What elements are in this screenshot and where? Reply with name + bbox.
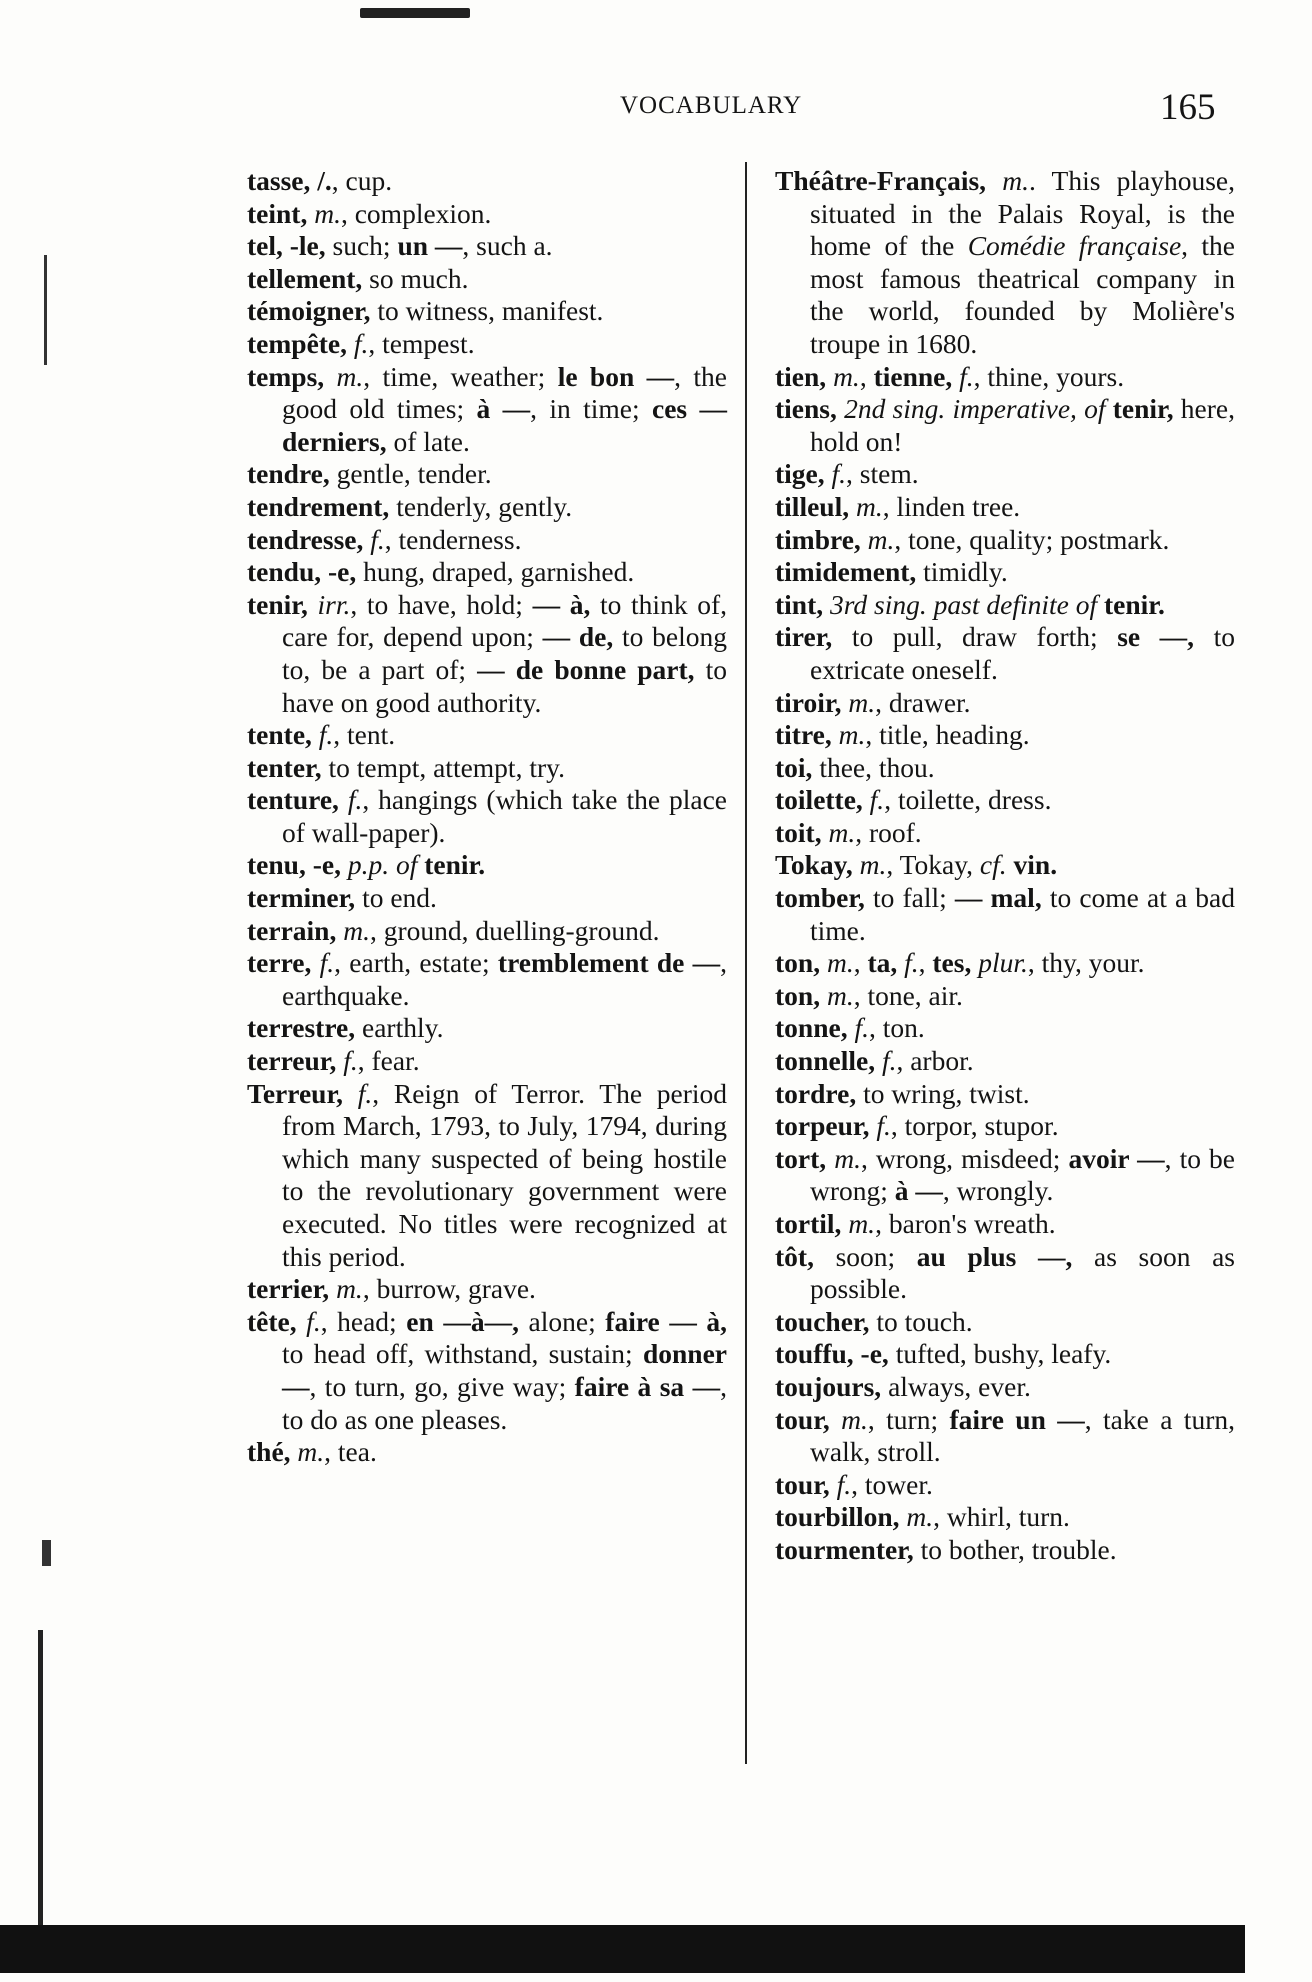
entry-headword: tendu, -e, (247, 556, 357, 588)
entry-headword: temps, (247, 360, 325, 392)
vocabulary-entry (247, 882, 727, 915)
entry-definition: , thy, your. (1027, 947, 1145, 979)
running-head: VOCABULARY (620, 92, 803, 119)
entry-definition: , tone, quality; postmark. (894, 523, 1170, 555)
entry-grammar-note: 3rd sing. past definite of (823, 588, 1098, 620)
entry-definition: , to be wrong; (810, 1142, 1235, 1207)
entry-definition: to fall; (864, 882, 955, 914)
entry-grammar-note: m. (899, 1501, 934, 1533)
vocabulary-entry (247, 1436, 727, 1469)
entry-definition: here, hold on! (810, 393, 1235, 457)
scan-artifact-top (360, 8, 470, 18)
vocabulary-entry (247, 1306, 727, 1436)
entry-definition: earthly. (355, 1012, 444, 1044)
entry-grammar-note: m. (324, 360, 364, 392)
entry-definition: , complexion. (340, 197, 492, 229)
entry-headword: tente, (247, 719, 312, 751)
entry-headword: — de bonne part, (477, 653, 695, 685)
entry-headword: tort, (775, 1142, 827, 1174)
vocabulary-entry (775, 524, 1235, 557)
entry-headword: tonne, (775, 1012, 848, 1044)
entry-definition: to head off, withstand, sustain; (282, 1338, 643, 1370)
entry-headword: ta, (867, 947, 898, 979)
entry-definition: to bother, trouble. (913, 1533, 1117, 1565)
entry-headword: tel, -le, (247, 230, 326, 262)
entry-headword: — mal, (954, 882, 1042, 914)
page-bottom-shadow (0, 1925, 1245, 1973)
column-divider (745, 162, 747, 1764)
entry-definition: , (859, 360, 874, 392)
entry-definition: to extricate oneself. (810, 621, 1235, 685)
entry-grammar-note: f. (824, 458, 847, 490)
entry-grammar-note: f. (847, 1012, 869, 1044)
entry-headword: timidement, (775, 556, 917, 588)
vocabulary-entry (775, 1501, 1235, 1534)
vocabulary-entry (247, 752, 727, 785)
vocabulary-entry (247, 198, 727, 231)
entry-headword: tenir, (1105, 393, 1174, 425)
entry-definition: , to turn, go, give way; (309, 1370, 575, 1402)
entry-headword: tempête, (247, 327, 348, 359)
entry-grammar-note: plur. (971, 947, 1028, 979)
vocabulary-entry (247, 849, 727, 882)
entry-grammar-note: f. (952, 360, 974, 392)
vocabulary-entry (775, 719, 1235, 752)
vocabulary-entry (247, 1078, 727, 1274)
entry-grammar-note: m. (336, 914, 370, 946)
entry-headword: tourmenter, (775, 1533, 914, 1565)
entry-headword: Tokay, (775, 849, 853, 881)
entry-headword: donner — (282, 1338, 727, 1402)
entry-definition: , the good old times; (282, 360, 727, 425)
entry-headword: tige, (775, 458, 825, 490)
entry-headword: tôt, (775, 1240, 814, 1272)
entry-definition: , earthquake. (282, 947, 728, 1011)
entry-definition: to touch. (869, 1305, 973, 1337)
entry-grammar-note: f. (336, 1045, 358, 1077)
vocabulary-entry (247, 458, 727, 491)
entry-headword: toit, (775, 816, 822, 848)
entry-grammar-note: m. (820, 947, 854, 979)
entry-definition: , tea. (324, 1436, 377, 1468)
vocabulary-entry (247, 165, 727, 198)
entry-definition: , whirl, turn. (933, 1501, 1070, 1533)
entry-definition: , tower. (851, 1468, 933, 1500)
entry-definition: of late. (386, 425, 470, 457)
entry-definition: , stem. (846, 458, 919, 490)
vocabulary-entry (247, 491, 727, 524)
entry-definition: soon; (813, 1240, 917, 1272)
vocabulary-entry (775, 589, 1235, 622)
vocabulary-entry (247, 1273, 727, 1306)
entry-grammar-note: m. (290, 1436, 325, 1468)
vocabulary-entry (775, 1241, 1235, 1306)
vocabulary-entry (247, 230, 727, 263)
vocabulary-entry (775, 1078, 1235, 1111)
vocabulary-entry (775, 1371, 1235, 1404)
entry-definition: , toilette, dress. (884, 784, 1052, 816)
entry-grammar-note: irr. (307, 588, 351, 620)
entry-headword: tellement, (247, 262, 363, 294)
entry-definition: , title, heading. (865, 719, 1030, 751)
entry-headword: toujours, (775, 1370, 882, 1402)
vocabulary-entry (775, 752, 1235, 785)
vocabulary-entry (775, 849, 1235, 882)
vocabulary-entry (775, 784, 1235, 817)
entry-grammar-note: f. (338, 784, 363, 816)
vocabulary-entry (775, 1110, 1235, 1143)
entry-headword: avoir — (1068, 1142, 1165, 1174)
vocabulary-entry (247, 589, 727, 719)
entry-headword: toi, (775, 751, 813, 783)
entry-headword: vin. (1006, 849, 1058, 881)
entry-definition: such; (325, 230, 398, 262)
vocabulary-entry (775, 687, 1235, 720)
vocabulary-entry (247, 328, 727, 361)
entry-headword: tenir. (417, 849, 486, 881)
entry-headword: tomber, (775, 882, 865, 914)
entry-definition: , in time; (530, 393, 652, 425)
entry-definition: , drawer. (875, 686, 971, 718)
entry-grammar-note: m. (852, 849, 887, 881)
margin-mark (42, 1540, 51, 1566)
entry-headword: un — (397, 230, 463, 262)
entry-headword: ton, (775, 947, 821, 979)
page-edge-mark (38, 1630, 43, 1930)
entry-headword: se —, (1117, 621, 1195, 653)
entry-definition: hung, draped, garnished. (356, 556, 635, 588)
vocabulary-entry (775, 1306, 1235, 1339)
vocabulary-entry (775, 621, 1235, 686)
vocabulary-entry (775, 361, 1235, 394)
entry-headword: tenir, (247, 588, 308, 620)
vocabulary-entry (247, 556, 727, 589)
entry-definition: . This playhouse, situated in the Palais Royal, is the home of the (810, 165, 1235, 262)
entry-definition: , earth, estate; (334, 947, 498, 979)
entry-definition: so much. (362, 262, 469, 294)
entry-headword: tremblement de — (497, 947, 721, 979)
entry-headword: faire — à, (605, 1305, 728, 1337)
vocabulary-entry (247, 947, 727, 1012)
page-number: 165 (1160, 87, 1216, 128)
vocabulary-entry (247, 1045, 727, 1078)
vocabulary-entry (247, 295, 727, 328)
entry-definition: , thine, yours. (973, 360, 1125, 392)
vocabulary-entry (247, 719, 727, 752)
entry-headword: tirer, (775, 621, 833, 653)
entry-headword: terminer, (247, 882, 356, 914)
page-header (0, 87, 1312, 132)
entry-definition: tufted, bushy, leafy. (888, 1338, 1112, 1370)
entry-grammar-note: m. (860, 523, 895, 555)
entry-headword: tourbillon, (775, 1501, 900, 1533)
vocabulary-entry (775, 817, 1235, 850)
entry-headword: tien, (775, 360, 827, 392)
entry-definition: , ton. (868, 1012, 925, 1044)
entry-definition: as soon as possible. (810, 1240, 1235, 1305)
vocabulary-entry (775, 458, 1235, 491)
vocabulary-entry (775, 1208, 1235, 1241)
entry-definition: , linden tree. (882, 490, 1021, 522)
entry-headword: tendre, (247, 458, 330, 490)
vocabulary-entry (775, 1143, 1235, 1208)
entry-headword: tendresse, (247, 523, 364, 555)
entry-grammar-note: f. (363, 523, 385, 555)
entry-definition: , Reign of Terror. The period from March, 1793, to July, 1794, during which many suspected of being hostile to the revolutionary government were executed. No titles were recognized at this period. (282, 1077, 728, 1272)
entry-headword: — de, (542, 621, 614, 653)
entry-definition: , (918, 947, 933, 979)
vocabulary-entry (775, 1338, 1235, 1371)
entry-headword: Terreur, (247, 1077, 343, 1109)
entry-grammar-note: m. (841, 1208, 876, 1239)
entry-headword: tour, (775, 1403, 830, 1435)
entry-definition: always, ever. (881, 1370, 1031, 1402)
entry-grammar-note: f. (311, 947, 335, 979)
vocabulary-entry (247, 361, 727, 459)
entry-definition: to have on good authority. (282, 653, 728, 718)
entry-definition: timidly. (916, 556, 1008, 588)
entry-definition: , tempest. (368, 327, 475, 359)
entry-headword: au plus —, (916, 1240, 1073, 1272)
entry-definition: , tent. (333, 719, 396, 751)
entry-definition: alone; (518, 1305, 606, 1337)
entry-headword: tour, (775, 1468, 830, 1500)
entry-headword: faire un — (949, 1403, 1085, 1435)
entry-definition: , to have, hold; (350, 588, 533, 620)
entry-headword: tête, (247, 1305, 297, 1337)
margin-mark (44, 255, 47, 365)
entry-headword: tortil, (775, 1208, 842, 1239)
left-column (247, 165, 727, 1469)
entry-headword: tenture, (247, 784, 339, 816)
entry-headword: toilette, (775, 784, 863, 816)
entry-grammar-note: m. (826, 1142, 861, 1174)
entry-grammar-note: m. (821, 816, 856, 848)
entry-definition: , fear. (357, 1045, 420, 1077)
entry-definition: to wring, twist. (856, 1077, 1030, 1109)
entry-definition: to think of, care for, depend upon; (282, 588, 728, 653)
vocabulary-entry (775, 1469, 1235, 1502)
vocabulary-entry (775, 556, 1235, 589)
entry-headword: à — (476, 393, 531, 425)
entry-headword: faire à sa — (574, 1370, 721, 1402)
entry-headword: tasse, (247, 165, 311, 196)
entry-definition: , to do as one pleases. (282, 1370, 727, 1435)
entry-definition: , wrong, misdeed; (860, 1142, 1069, 1174)
entry-definition: to end. (355, 882, 437, 914)
entry-headword: terrier, (247, 1273, 330, 1305)
vocabulary-entry (775, 393, 1235, 458)
entry-headword: tienne, (873, 360, 953, 392)
entry-definition: , head; (320, 1305, 407, 1337)
vocabulary-entry (247, 784, 727, 849)
vocabulary-entry (775, 882, 1235, 947)
vocabulary-entry (247, 1012, 727, 1045)
entry-grammar-note: m. (829, 1403, 868, 1435)
entry-grammar-note: m. (841, 686, 876, 718)
entry-headword: en —à—, (406, 1305, 519, 1337)
entry-headword: timbre, (775, 523, 861, 555)
entry-grammar-note: m. (831, 719, 866, 751)
entry-grammar-note: f. (869, 1110, 891, 1142)
entry-definition: , (853, 947, 868, 979)
entry-headword: le bon — (557, 360, 675, 392)
entry-definition: , hangings (which take the place of wall-paper). (282, 784, 727, 848)
entry-definition: , baron's wreath. (875, 1208, 1056, 1239)
entry-headword: tenu, -e, (247, 849, 341, 881)
entry-definition: , Tokay, (886, 849, 980, 881)
entry-headword: terreur, (247, 1045, 337, 1077)
entry-headword: tordre, (775, 1077, 857, 1109)
entry-headword: teint, (247, 197, 308, 229)
right-column (775, 165, 1235, 1567)
entry-headword: tiens, (775, 393, 837, 425)
entry-headword: terre, (247, 947, 312, 979)
vocabulary-entry (775, 1045, 1235, 1078)
entry-grammar-note: p.p. of (340, 849, 418, 881)
entry-grammar-note: m. (986, 165, 1029, 196)
vocabulary-entry (775, 1404, 1235, 1469)
entry-headword: touffu, -e, (775, 1338, 889, 1370)
vocabulary-entry (775, 491, 1235, 524)
entry-headword: tenir. (1097, 588, 1165, 620)
entry-headword: tiroir, (775, 686, 842, 718)
entry-definition: , time, weather; (363, 360, 558, 392)
vocabulary-entry (775, 1012, 1235, 1045)
entry-grammar-note: 2nd sing. imperative, of (836, 393, 1106, 425)
entry-grammar-note: cf. (979, 849, 1007, 881)
entry-headword: Théâtre-Français, (775, 165, 987, 196)
vocabulary-entry (775, 947, 1235, 980)
entry-definition: gentle, tender. (329, 458, 492, 490)
entry-headword: /. (310, 165, 332, 196)
entry-headword: témoigner, (247, 295, 371, 327)
vocabulary-entry (247, 263, 727, 296)
entry-definition: , such a. (462, 230, 553, 262)
entry-grammar-note: f. (343, 1077, 373, 1109)
entry-definition: , the most famous theatrical company in the world, founded by Molière's troupe in 1680. (810, 230, 1235, 359)
entry-headword: tonnelle, (775, 1045, 876, 1077)
entry-headword: ces — derniers, (282, 393, 727, 457)
entry-definition: , wrongly. (942, 1175, 1054, 1207)
entry-definition: , burrow, grave. (362, 1273, 536, 1305)
entry-headword: — à, (532, 588, 591, 620)
entry-definition: , take a turn, walk, stroll. (810, 1403, 1235, 1468)
entry-definition: , roof. (855, 816, 922, 848)
entry-headword: tilleul, (775, 490, 850, 522)
vocabulary-entry (247, 524, 727, 557)
entry-grammar-note: m. (329, 1273, 363, 1305)
vocabulary-entry (247, 915, 727, 948)
vocabulary-entry (775, 1534, 1235, 1567)
entry-definition: to come at a bad time. (810, 882, 1235, 946)
vocabulary-entry (775, 165, 1235, 361)
entry-headword: torpeur, (775, 1110, 870, 1142)
entry-headword: tes, (932, 947, 972, 979)
entry-headword: toucher, (775, 1305, 870, 1337)
entry-grammar-note: Comédie française (967, 230, 1182, 262)
entry-headword: ton, (775, 979, 821, 1011)
entry-grammar-note: f. (897, 947, 919, 979)
vocabulary-entry (775, 980, 1235, 1013)
entry-headword: à — (894, 1175, 943, 1207)
entry-definition: to belong to, be a part of; (282, 621, 727, 685)
entry-grammar-note: f. (829, 1468, 852, 1500)
entry-definition: to tempt, attempt, try. (321, 751, 565, 783)
entry-grammar-note: f. (347, 327, 369, 359)
entry-headword: tenter, (247, 751, 322, 783)
entry-grammar-note: f. (862, 784, 885, 816)
entry-definition: , arbor. (896, 1045, 974, 1077)
entry-headword: thé, (247, 1436, 291, 1468)
entry-grammar-note: m. (307, 197, 341, 229)
entry-definition: , turn; (867, 1403, 950, 1435)
entry-headword: titre, (775, 719, 832, 751)
entry-definition: , tone, air. (853, 979, 963, 1011)
entry-grammar-note: f. (311, 719, 334, 751)
entry-definition: , cup. (331, 165, 393, 196)
entry-definition: , ground, duelling-ground. (369, 914, 660, 946)
entry-grammar-note: m. (826, 360, 860, 392)
entry-headword: tendrement, (247, 490, 390, 522)
entry-grammar-note: m. (820, 979, 854, 1011)
entry-definition: tenderly, gently. (389, 490, 573, 522)
entry-headword: terrain, (247, 914, 337, 946)
entry-definition: , tenderness. (384, 523, 522, 555)
entry-definition: to witness, manifest. (370, 295, 604, 327)
entry-definition: , torpor, stupor. (890, 1110, 1059, 1142)
entry-grammar-note: f. (296, 1305, 321, 1337)
entry-headword: tint, (775, 588, 824, 620)
entry-definition: thee, thou. (812, 751, 935, 783)
entry-grammar-note: f. (875, 1045, 897, 1077)
entry-grammar-note: m. (849, 490, 883, 522)
entry-headword: terrestre, (247, 1012, 356, 1044)
entry-definition: to pull, draw forth; (832, 621, 1118, 653)
